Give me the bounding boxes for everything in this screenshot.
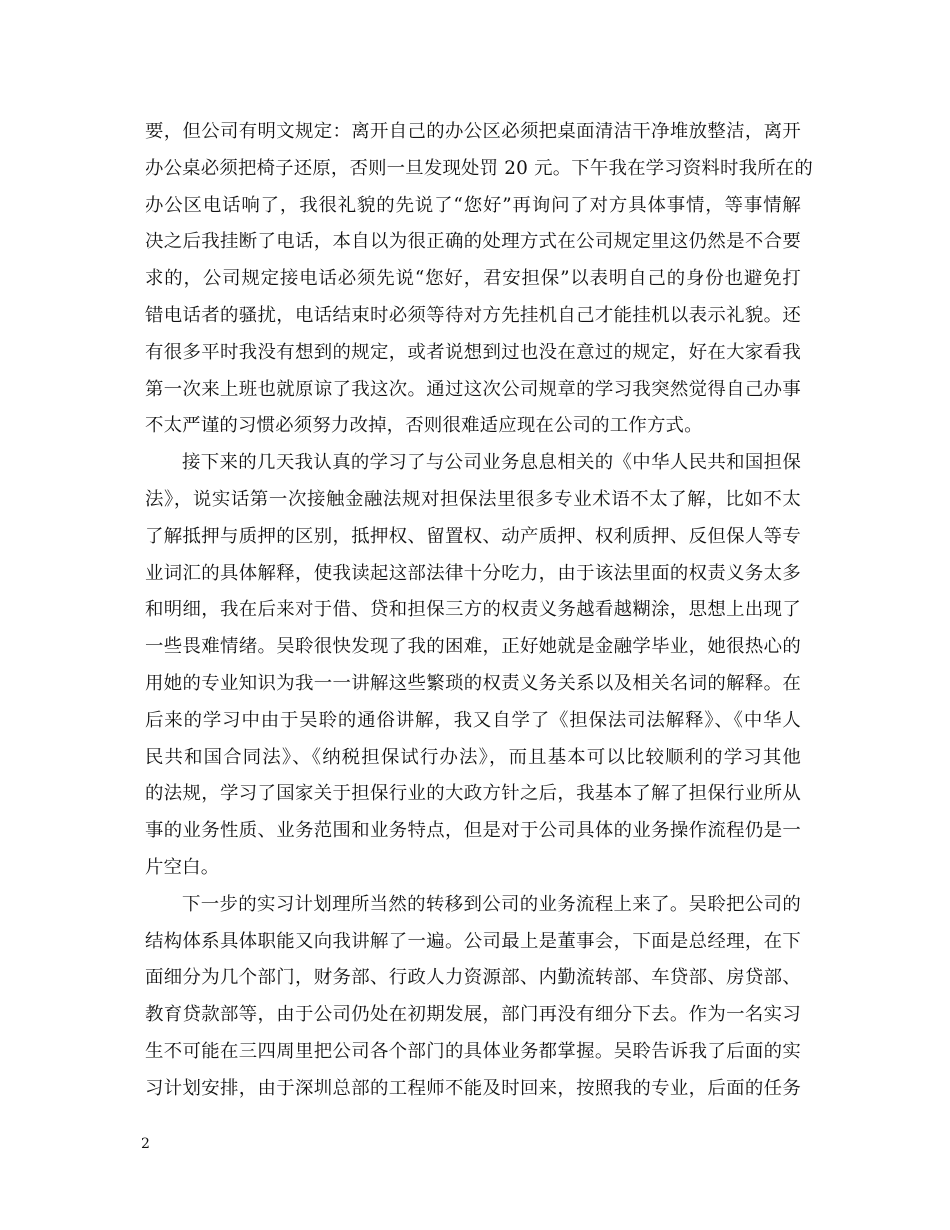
- text-line: 业词汇的具体解释，使我读起这部法律十分吃力，由于该法里面的权责义务太多: [145, 562, 801, 584]
- text-line: 第一次来上班也就原谅了我这次。通过这次公司规章的学习我突然觉得自己办事: [145, 378, 801, 400]
- text-line: 不太严谨的习惯必须努力改掉，否则很难适应现在公司的工作方式。: [145, 415, 703, 437]
- text-line: 片空白。: [145, 856, 220, 878]
- text-line: 决之后我挂断了电话，本自以为很正确的处理方式在公司规定里这仍然是不合要: [145, 231, 801, 253]
- text-line: 后来的学习中由于吴聆的通俗讲解，我又自学了《担保法司法解释》、《中华人: [145, 709, 801, 731]
- text-line: 有很多平时我没有想到的规定，或者说想到过也没在意过的规定，好在大家看我: [145, 341, 801, 363]
- text-line: 事的业务性质、业务范围和业务特点，但是对于公司具体的业务操作流程仍是一: [145, 820, 801, 842]
- text-line: 了解抵押与质押的区别，抵押权、留置权、动产质押、权利质押、反但保人等专: [145, 525, 801, 547]
- text-line: 民共和国合同法》、《纳税担保试行办法》，而且基本可以比较顺利的学习其他: [145, 746, 801, 768]
- text-line: 一些畏难情绪。吴聆很快发现了我的困难，正好她就是金融学毕业，她很热心的: [145, 636, 801, 658]
- text-line: 面细分为几个部门，财务部、行政人力资源部、内勤流转部、车贷部、房贷部、: [145, 967, 801, 989]
- text-line: 法》，说实话第一次接触金融法规对担保法里很多专业术语不太了解，比如不太: [145, 488, 801, 510]
- text-line: 的法规，学习了国家关于担保行业的大政方针之后，我基本了解了担保行业所从: [145, 783, 801, 805]
- text-line: 生不可能在三四周里把公司各个部门的具体业务都掌握。吴聆告诉我了后面的实: [145, 1040, 801, 1062]
- text-line: 求的，公司规定接电话必须先说“您好，君安担保”以表明自己的身份也避免打: [145, 268, 801, 290]
- text-line: 下一步的实习计划理所当然的转移到公司的业务流程上来了。吴聆把公司的: [182, 893, 801, 915]
- text-line: 接下来的几天我认真的学习了与公司业务息息相关的《中华人民共和国担保: [182, 452, 801, 474]
- text-line: 办公桌必须把椅子还原，否则一旦发现处罚 20 元。下午我在学习资料时我所在的: [145, 157, 813, 179]
- text-line: 结构体系具体职能又向我讲解了一遍。公司最上是董事会，下面是总经理，在下: [145, 930, 801, 952]
- text-line: 办公区电话响了，我很礼貌的先说了“您好”再询问了对方具体事情，等事情解: [145, 194, 801, 216]
- text-line: 和明细，我在后来对于借、贷和担保三方的权责义务越看越糊涂，思想上出现了: [145, 599, 801, 621]
- text-line: 习计划安排，由于深圳总部的工程师不能及时回来，按照我的专业，后面的任务: [145, 1077, 801, 1099]
- text-line: 用她的专业知识为我一一讲解这些繁琐的权责义务关系以及相关名词的解释。在: [145, 672, 801, 694]
- page-number: 2: [141, 1136, 150, 1152]
- text-line: 错电话者的骚扰，电话结束时必须等待对方先挂机自己才能挂机以表示礼貌。还: [145, 304, 801, 326]
- body-text: [145, 114, 813, 1108]
- text-line: 要，但公司有明文规定：离开自己的办公区必须把桌面清洁干净堆放整洁，离开: [145, 121, 801, 142]
- text-line: 教育贷款部等，由于公司仍处在初期发展，部门再没有细分下去。作为一名实习: [145, 1004, 801, 1026]
